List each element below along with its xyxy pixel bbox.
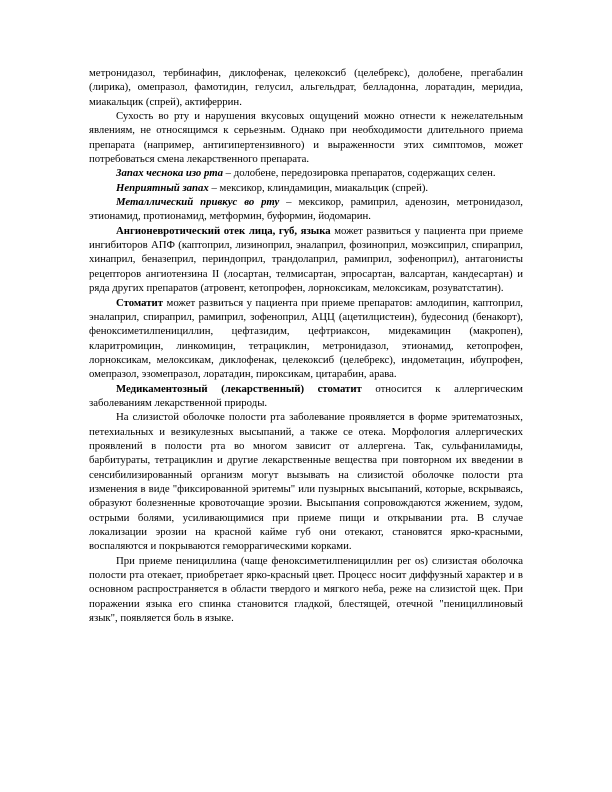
paragraph-text: может развиться у пациента при приеме препаратов: амлодипин, каптоприл, эналаприл, спираприл, рамиприл, зофеноприл, АЦЦ (ацетилцистеин), будесонид (бенакорт), феноксиметилпенициллин, цефтазидим, цефтриаксон, мидекамицин (макропен), кларитромицин, линкомицин, тетрациклин, метронидазол, этионамид, кетопрофен, лорноксикам, мелоксикам, диклофенак, целекоксиб (целебрекс), индометацин, ибупрофен, омепразол, эзомепразол, лоратадин, пироксикам, цитарабин, арава. xyxy=(89,296,523,381)
term-heading: Стоматит xyxy=(116,296,164,309)
paragraph-angioedema xyxy=(89,224,523,296)
paragraph-text: может развиться у пациента при приеме ингибиторов АПФ (каптоприл, лизиноприл, эналаприл, фозиноприл, моэксиприл, спираприл, хинаприл, беназеприл, периндоприл, трандолаприл, рамиприл, зофеноприл), антагонисты рецепторов ангиотензина II (лосартан, телмисартан, эпросартан, валсартан, кандесартан) и ряда других препаратов (атровент, кетопрофен, лорноксикам, мелоксикам, розуватстатин). xyxy=(89,224,523,295)
term-heading: Неприятный запах xyxy=(116,181,209,194)
term-heading: Медикаментозный (лекарственный) стоматит xyxy=(116,382,362,395)
paragraph-text: На слизистой оболочке полости рта заболевание проявляется в форме эритематозных, петехиальных и везикулезных высыпаний, а также се отека. Морфология аллергических проявлений в полости рта во многом зависит от аллергена. Так, сульфаниламиды, барбитураты, тетрациклин и другие лекарственные вещества при повторном их введении в сенсибилизированный организм могут вызывать на слизистой оболочке полости рта изменения в виде "фиксированной эритемы" или пузырных высыпаний, которые, вскрываясь, образуют болезненные кровоточащие эрозии. Высыпания сопровождаются жжением, зудом, острыми болями, усиливающимися при приеме пищи и открывании рта. В случае локализации эрозии на красной кайме губ они отекают, становятся ярко-красными, воспаляются и покрываются геморрагическими корками. xyxy=(89,411,523,553)
paragraph-text: – долобене, передозировка препаратов, содержащих селен. xyxy=(222,167,496,180)
paragraph-text: Сухость во рту и нарушения вкусовых ощущений можно отнести к нежелательным явлениям, не относящимся к серьезным. Однако при необходимости длительного приема препарата (например, антигипертензивного) и выраженности этих симптомов, может потребоваться смена лекарственного препарата. xyxy=(89,110,523,166)
term-heading: Ангионевротический отек лица, губ, языка xyxy=(116,224,331,237)
paragraph-text: – мексикор, клиндамицин, миакальцик (спрей). xyxy=(208,181,429,194)
paragraph-text: При приеме пенициллина (чаще феноксиметилпенициллин per os) слизистая оболочка полости рта отекает, приобретает ярко-красный цвет. Процесс носит диффузный характер и в основном распространяется в области твердого и мягкого неба, реже на слизистой щек. При поражении языка его спинка становится гладкой, блестящей, отечной "пенициллиновый язык", появляется боль в языке. xyxy=(89,554,523,625)
paragraph-text: относится к аллергическим заболеваниям лекарственной природы. xyxy=(89,382,523,409)
paragraph-metallic-taste xyxy=(89,195,523,224)
term-heading: Металлический привкус во рту xyxy=(116,196,280,209)
paragraph-drug-stomatitis xyxy=(89,382,523,411)
paragraph-mucosa-manifestations xyxy=(89,410,523,553)
paragraph-stomatitis xyxy=(89,296,523,382)
paragraph-garlic-breath xyxy=(89,166,523,180)
paragraph-unpleasant-odor xyxy=(89,181,523,195)
paragraph-penicillin xyxy=(89,554,523,626)
paragraph-dry-mouth xyxy=(89,109,523,166)
paragraph-text: – мексикор, рамиприл, аденозин, метронидазол, этионамид, протионамид, метформин, буформин, йодомарин. xyxy=(89,196,523,223)
paragraph-text: метронидазол, тербинафин, диклофенак, целекоксиб (целебрекс), долобене, прегабалин (лирика), омепразол, фамотидин, гелусил, альгельдрат, белладонна, лоратадин, меридиа, миакальцик (спрей), актиферрин. xyxy=(89,67,523,108)
term-heading: Запах чеснока изо рта xyxy=(116,167,223,180)
paragraph-drug-list-continuation xyxy=(89,66,523,109)
document-page xyxy=(89,66,523,625)
